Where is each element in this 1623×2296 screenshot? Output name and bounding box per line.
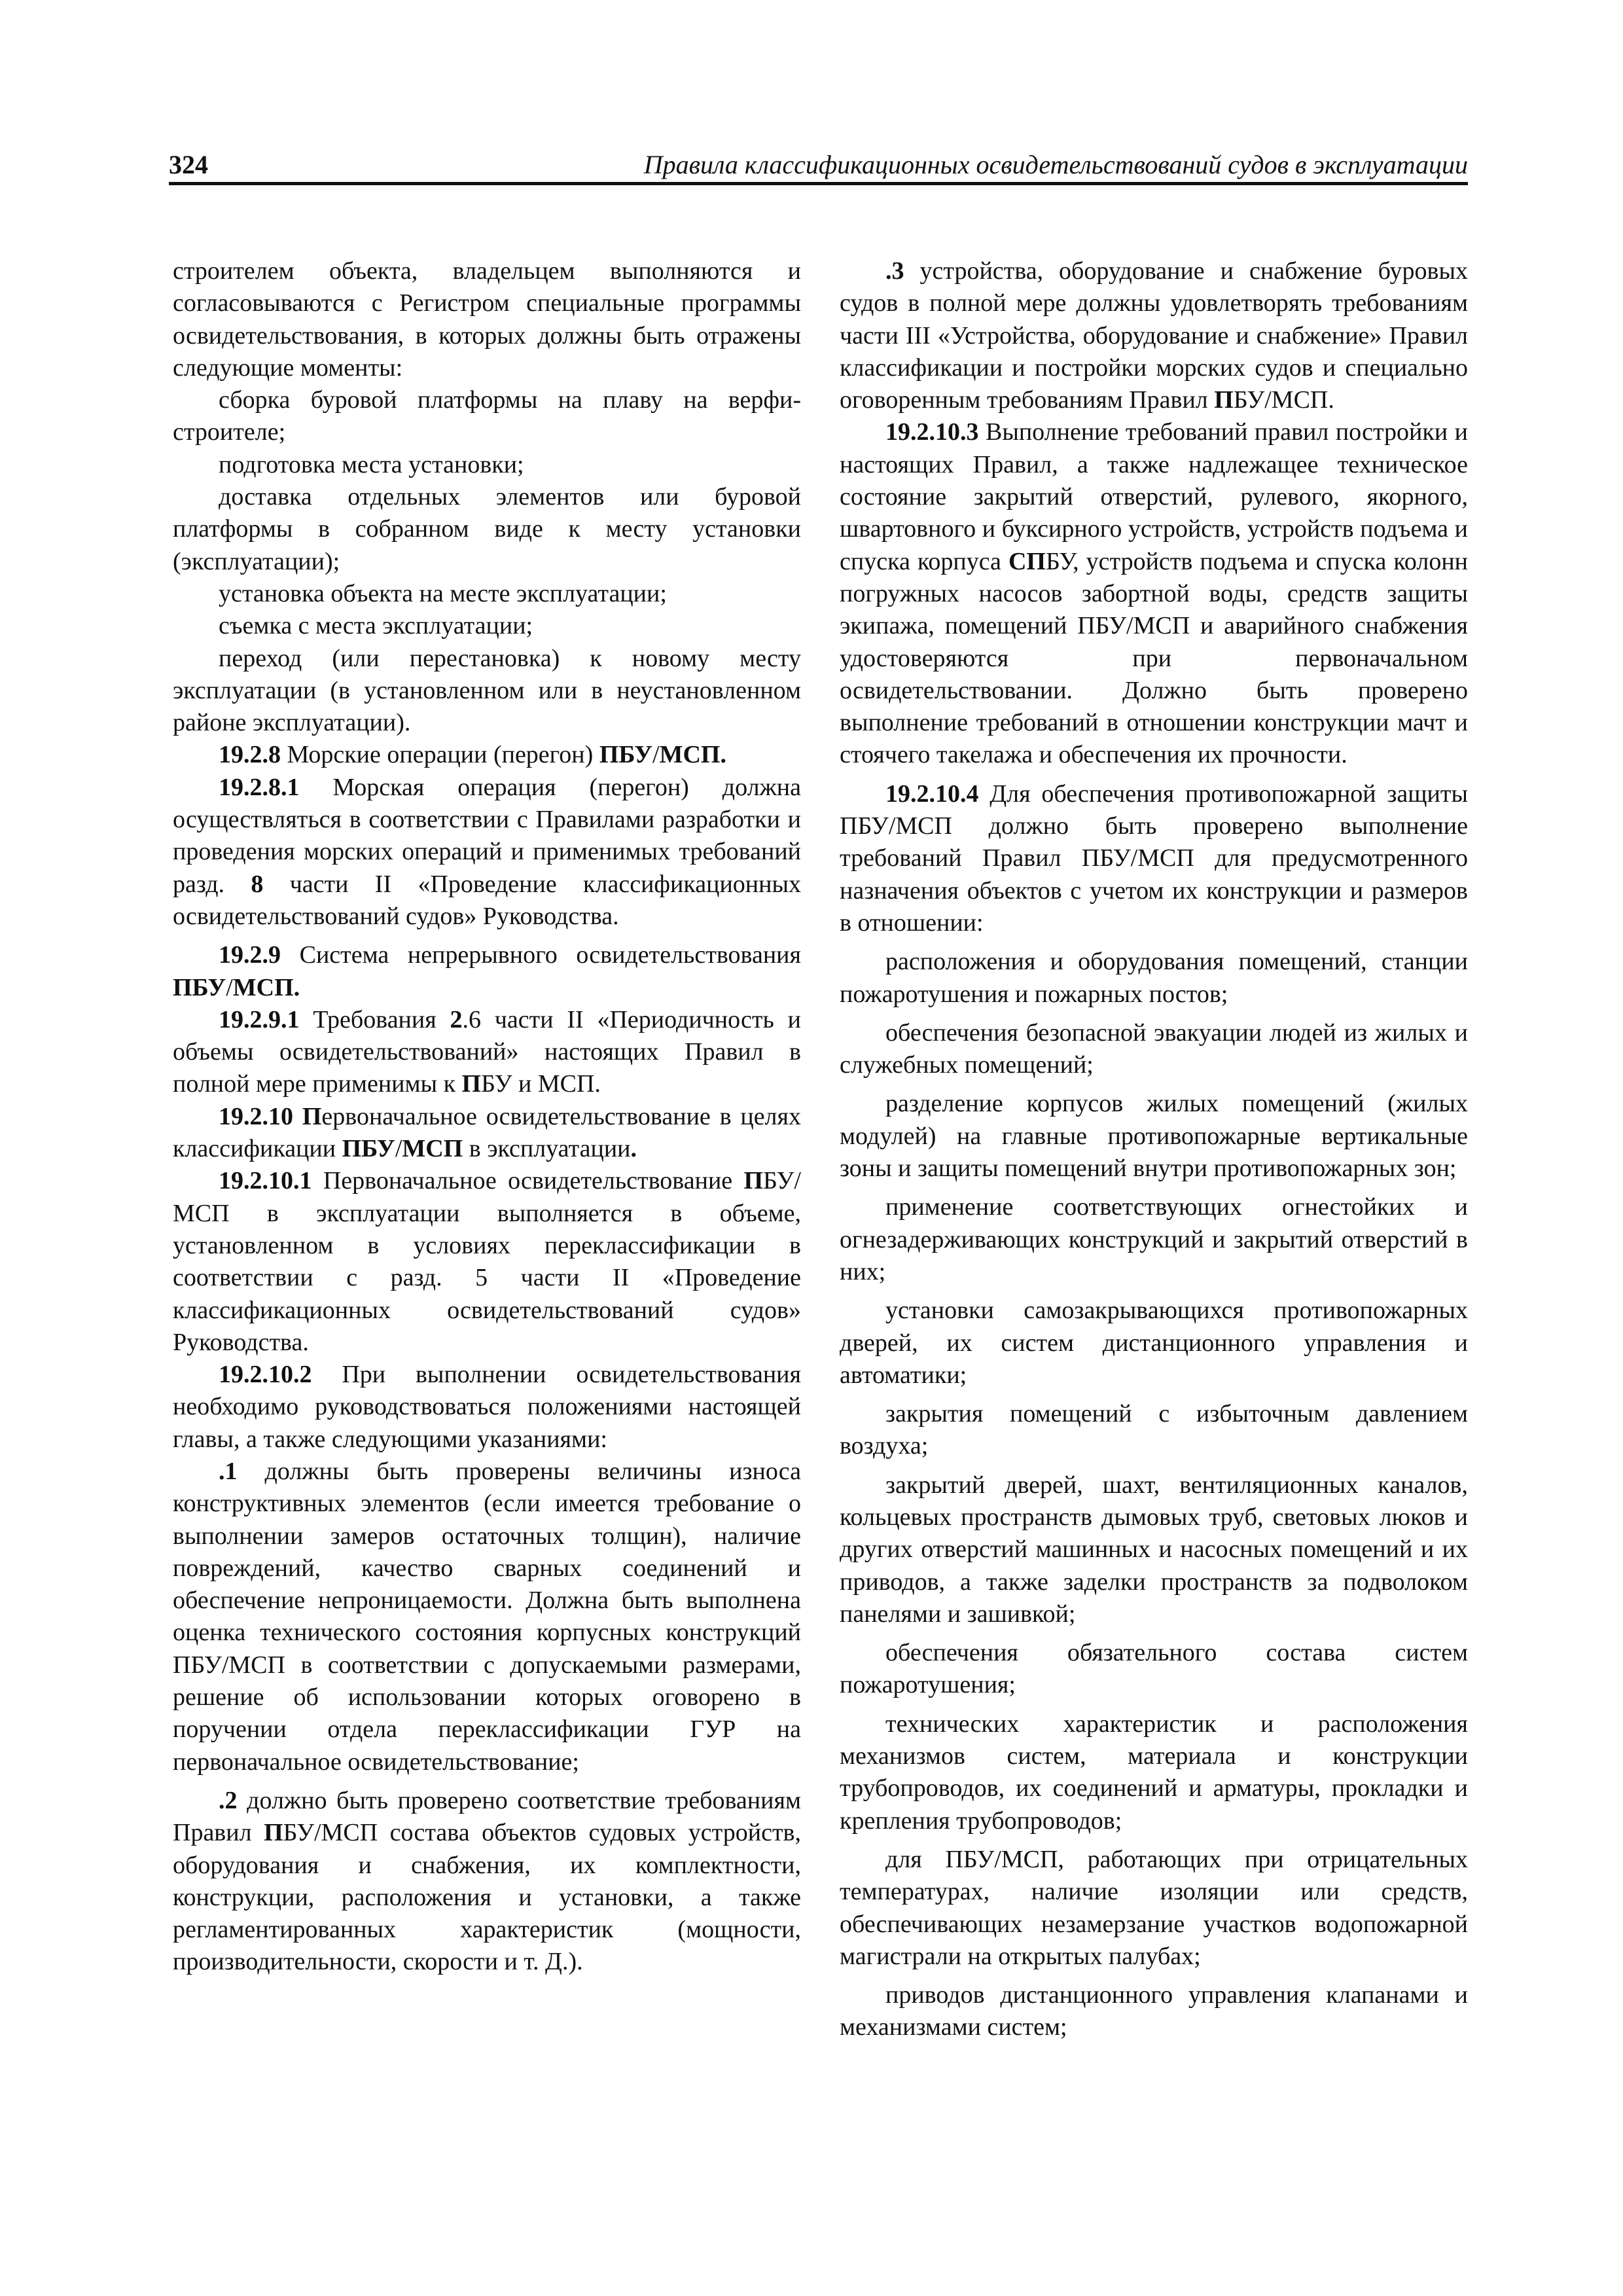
- bold-text: 19.2.10: [219, 1102, 293, 1130]
- header-rule: [169, 182, 1468, 185]
- paragraph: [173, 1456, 801, 1778]
- bold-text: П: [1214, 386, 1234, 414]
- text-run: переход (или перестановка) к новому месту эксплуатации (в установленном или в неустановленном районе эксплуатации).: [173, 644, 801, 737]
- paragraph: [840, 1398, 1468, 1463]
- paragraph: [840, 255, 1468, 416]
- bold-text: .2: [219, 1786, 238, 1814]
- text-run: ервоначальное освидетельствование в целях классификации: [173, 1102, 801, 1163]
- text-run: устройства, оборудование и снабжение буровых судов в полной мере должны удовлетворять требованиям части III «Устройства, оборудование и снабжение» Правил классификации и постройки морских судов и специально оговоренным требованиям Правил: [840, 257, 1468, 414]
- paragraph: [173, 1359, 801, 1456]
- paragraph: [840, 778, 1468, 939]
- text-run: подготовка места установки;: [219, 450, 524, 478]
- paragraph: [840, 946, 1468, 1011]
- paragraph: [840, 416, 1468, 771]
- text-run: части II «Проведение классификационных освидетельствований судов» Руководства.: [173, 870, 801, 930]
- bold-text: П: [264, 1819, 283, 1847]
- text-run: установка объекта на месте эксплуатации;: [219, 579, 667, 607]
- text-run: Морская операция (перегон) должна осуществляться в соответствии с Правилами разработки и проведения морских операций и применимых требований разд.: [173, 773, 801, 898]
- bold-text: П: [461, 1070, 482, 1098]
- page-header: [169, 145, 1468, 185]
- right-column: [840, 255, 1468, 2044]
- paragraph: [840, 1088, 1468, 1185]
- bold-text: 19.2.10.3: [885, 418, 979, 446]
- text-run: Морские операции (перегон): [281, 741, 599, 769]
- paragraph: [173, 449, 801, 481]
- text-run: закрытия помещений с избыточным давлением воздуха;: [840, 1400, 1468, 1460]
- bold-text: ПБУ: [599, 741, 653, 769]
- bold-text: 19.2.8.1: [219, 773, 300, 801]
- text-run: съемка с места эксплуатации;: [219, 612, 533, 640]
- text-run: [293, 1103, 302, 1130]
- text-run: для ПБУ/МСП, работающих при отрицательных температурах, наличие изоляции или средств, обеспечивающих незамерзание участков водопожарной магистрали на открытых палубах;: [840, 1845, 1468, 1970]
- text-run: БУ/МСП состава объектов судовых устройств, оборудования и снабжения, их комплектности, конструкции, расположения и установки, а также регламентированных характеристик (мощности, производительности, скорости и т. Д.).: [173, 1819, 801, 1976]
- bold-text: .3: [885, 257, 904, 285]
- bold-text: 19.2.9: [219, 941, 281, 969]
- text-run: обеспечения безопасной эвакуации людей из жилых и служебных помещений;: [840, 1018, 1468, 1079]
- text-run: БУ и МСП.: [481, 1070, 601, 1098]
- bold-text: МСП.: [232, 973, 300, 1001]
- page-number: 324: [169, 150, 208, 179]
- bold-text: 19.2.9.1: [219, 1005, 300, 1033]
- bold-text: 19.2.10.2: [219, 1361, 312, 1389]
- bold-text: 19.2.10.1: [219, 1167, 312, 1195]
- bold-text: ПБУ: [173, 973, 226, 1001]
- paragraph: [173, 610, 801, 642]
- text-run: доставка отдельных элементов или буровой платформы в собранном виде к месту установки (эксплуатации);: [173, 483, 801, 575]
- text-run: Требования: [299, 1005, 450, 1033]
- bold-text: 8: [251, 870, 264, 898]
- paragraph: [840, 1469, 1468, 1630]
- text-run: должны быть проверены величины износа конструктивных элементов (если имеется требование о выполнении замеров остаточных толщин), наличие повреждений, качество сварных соединений и обеспечение непроницаемости. Должна быть выполнена оценка технического состояния корпусных конструкций ПБУ/МСП в соответствии с допускаемыми размерами, решение об использовании которых оговорено в поручении отдела переклассификации ГУР на первоначальное освидетельствование;: [173, 1457, 801, 1776]
- text-run: должно быть проверено соответствие требованиям Правил: [173, 1786, 801, 1847]
- text-run: приводов дистанционного управления клапанами и механизмами систем;: [840, 1981, 1468, 2041]
- text-run: /: [395, 1135, 402, 1163]
- paragraph: [840, 1637, 1468, 1702]
- text-run: При выполнении освидетельствования необходимо руководствоваться положениями настоящей главы, а также следующими указаниями:: [173, 1361, 801, 1453]
- paragraph: [173, 384, 801, 449]
- text-run: /: [226, 973, 233, 1001]
- bold-text: ПБУ: [342, 1135, 395, 1163]
- bold-text: П: [743, 1167, 764, 1195]
- bold-text: 19.2.10.4: [885, 780, 979, 808]
- paragraph: [840, 1708, 1468, 1837]
- text-run: /: [652, 741, 660, 769]
- paragraph: [173, 643, 801, 740]
- bold-text: СП: [1008, 547, 1046, 575]
- text-run: Система непрерывного освидетельствования: [281, 941, 801, 969]
- text-run: БУ, устройств подъема и спуска колонн погружных насосов забортной воды, средств защиты экипажа, помещений ПБУ/МСП и аварийного снабжения удостоверяются при первоначальном освидетельствовании. Должно быть проверено выполнение требований в отношении конструкции мачт и стоячего такелажа и обеспечения их прочности.: [840, 547, 1468, 769]
- text-run: Для обеспечения противопожарной защиты ПБУ/МСП должно быть проверено выполнение требований Правил ПБУ/МСП для предусмотренного назначения объектов с учетом их конструкции и размеров в отношении:: [840, 780, 1468, 937]
- paragraph: [173, 255, 801, 384]
- paragraph: [173, 1004, 801, 1101]
- bold-text: П: [302, 1102, 322, 1130]
- bold-text: МСП.: [659, 741, 726, 769]
- paragraph: [173, 939, 801, 1004]
- paragraph: [173, 1101, 801, 1166]
- text-run: сборка буровой платформы на плаву на верфи-строителе;: [173, 386, 801, 446]
- text-run: БУ/МСП.: [1233, 386, 1334, 414]
- bold-text: МСП: [402, 1135, 463, 1163]
- paragraph: [840, 1295, 1468, 1391]
- text-run: в эксплуатации: [463, 1135, 631, 1163]
- text-run: установки самозакрывающихся противопожарных дверей, их систем дистанционного управления и автоматики;: [840, 1297, 1468, 1389]
- text-run: БУ/МСП в эксплуатации выполняется в объеме, установленном в условиях переклассификации в соответствии с разд. 5 части II «Проведение классификационных освидетельствований судов» Руководства.: [173, 1167, 801, 1356]
- paragraph: [840, 1017, 1468, 1082]
- text-run: обеспечения обязательного состава систем пожаротушения;: [840, 1639, 1468, 1699]
- text-run: строителем объекта, владельцем выполняются и согласовываются с Регистром специальные программы освидетельствования, в которых должны быть отражены следующие моменты:: [173, 257, 801, 382]
- paragraph: [173, 1165, 801, 1359]
- bold-text: 19.2.8: [219, 741, 281, 769]
- text-run: разделение корпусов жилых помещений (жилых модулей) на главные противопожарные вертикальные зоны и защиты помещений внутри противопожарных зон;: [840, 1090, 1468, 1183]
- paragraph: [840, 1191, 1468, 1288]
- paragraph: [173, 578, 801, 610]
- paragraph: [173, 739, 801, 771]
- paragraph: [840, 1979, 1468, 2044]
- bold-text: .1: [219, 1457, 238, 1485]
- left-column: [173, 255, 801, 1979]
- paragraph: [173, 481, 801, 578]
- paragraph: [840, 1844, 1468, 1973]
- paragraph: [173, 772, 801, 933]
- text-run: применение соответствующих огнестойких и огнезадерживающих конструкций и закрытий отверстий в них;: [840, 1193, 1468, 1285]
- paragraph: [173, 1785, 801, 1979]
- text-run: Первоначальное освидетельствование: [312, 1167, 744, 1195]
- bold-text: .: [630, 1135, 637, 1163]
- text-run: технических характеристик и расположения механизмов систем, материала и конструкции трубопроводов, их соединений и арматуры, прокладки и крепления трубопроводов;: [840, 1710, 1468, 1835]
- bold-text: 2: [450, 1005, 463, 1033]
- text-run: расположения и оборудования помещений, станции пожаротушения и пожарных постов;: [840, 948, 1468, 1008]
- text-run: Выполнение требований правил постройки и настоящих Правил, а также надлежащее техническое состояние закрытий отверстий, рулевого, якорного, швартовного и буксирного устройств, устройств подъема и спуска корпуса: [840, 418, 1468, 575]
- text-run: .6 части II «Периодичность и объемы освидетельствований» настоящих Правил в полной мере применимы к: [173, 1005, 801, 1098]
- running-title: Правила классификационных освидетельствований судов в эксплуатации: [643, 150, 1468, 179]
- text-run: закрытий дверей, шахт, вентиляционных каналов, кольцевых пространств дымовых труб, световых люков и других отверстий машинных и насосных помещений и их приводов, а также заделки пространств за подволоком панелями и зашивкой;: [840, 1471, 1468, 1628]
